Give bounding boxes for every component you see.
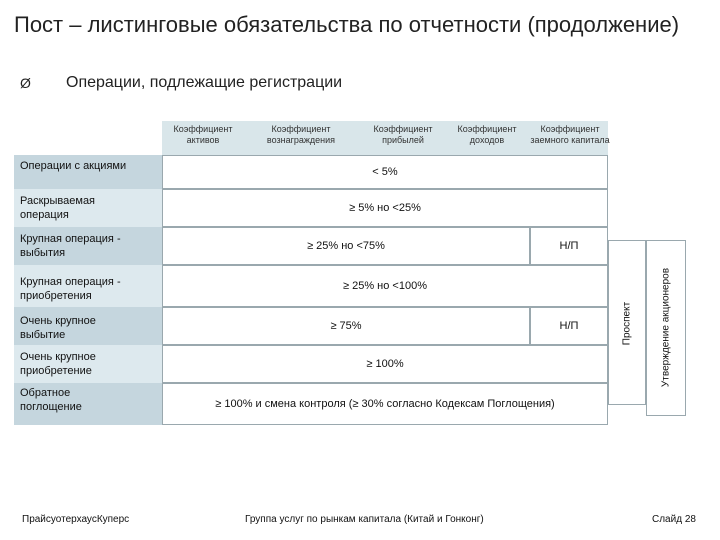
value-cell: ≥ 75% bbox=[162, 307, 530, 345]
row-label: Крупная операция - приобретения bbox=[20, 276, 121, 302]
na-cell: Н/П bbox=[530, 227, 608, 265]
na-cell: Н/П bbox=[530, 307, 608, 345]
header-assets: Коэффициент активов bbox=[173, 124, 233, 145]
value-cell: ≥ 25% но <75% bbox=[162, 227, 530, 265]
bullet-text: Операции, подлежащие регистрации bbox=[66, 74, 343, 91]
value-cell: ≥ 25% но <100% bbox=[162, 265, 608, 307]
header-consideration: Коэффициент вознаграждения bbox=[266, 124, 336, 145]
shareholder-approval-label: Утверждение акционеров bbox=[660, 267, 672, 388]
row-label: Обратное поглощение bbox=[20, 387, 82, 413]
slide-number: Слайд 28 bbox=[652, 514, 696, 525]
prospectus-label: Проспект bbox=[621, 301, 633, 346]
bullet-heading bbox=[20, 74, 342, 92]
row-label: Крупная операция - выбытия bbox=[20, 233, 121, 259]
header-profits: Коэффициент прибылей bbox=[373, 124, 433, 145]
page-title: Пост – листинговые обязательства по отчетности (продолжение) bbox=[14, 12, 680, 37]
row-label: Очень крупное приобретение bbox=[20, 351, 96, 377]
footer-group: Группа услуг по рынкам капитала (Китай и Гонконг) bbox=[245, 514, 484, 525]
value-cell: ≥ 5% но <25% bbox=[162, 189, 608, 227]
value-cell: ≥ 100% bbox=[162, 345, 608, 383]
row-label: Раскрываемая операция bbox=[20, 195, 96, 221]
footer-company: ПрайсуотерхаусКуперс bbox=[22, 514, 130, 525]
header-revenue: Коэффициент доходов bbox=[457, 124, 517, 145]
header-equity-capital: Коэффициент заемного капитала bbox=[530, 124, 610, 145]
value-cell: < 5% bbox=[162, 155, 608, 189]
arrow-bullet-icon: Ø bbox=[20, 75, 31, 91]
value-cell: ≥ 100% и смена контроля (≥ 30% согласно Кодексам Поглощения) bbox=[162, 383, 608, 425]
row-label: Операции с акциями bbox=[20, 160, 127, 172]
row-label: Очень крупное выбытие bbox=[20, 315, 96, 341]
